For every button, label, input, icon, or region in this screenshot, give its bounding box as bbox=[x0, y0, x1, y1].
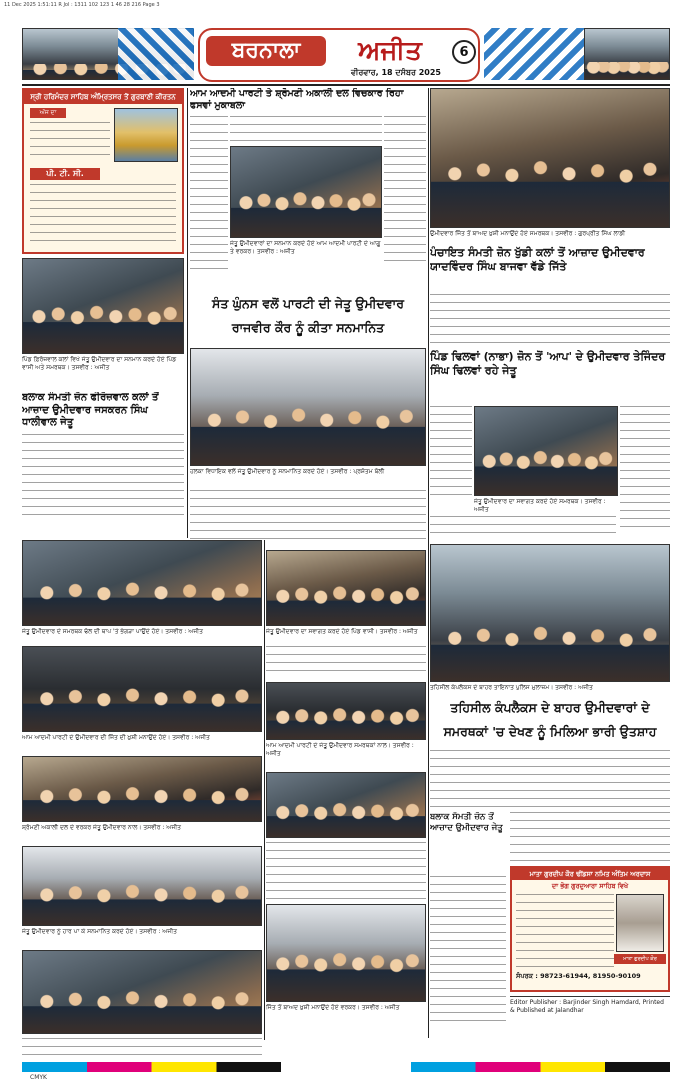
left-lower-caption-1: ਜੇਤੂ ਉਮੀਦਵਾਰ ਦੇ ਸਮਰਥਕ ਢੋਲ ਦੀ ਥਾਪ 'ਤੇ ਭੰਗੜਾ ਪਾਉਂਦੇ ਹੋਏ। ਤਸਵੀਰ : ਅਜੀਤ bbox=[22, 628, 203, 635]
left-lower-photo-1 bbox=[22, 540, 262, 626]
left-photo-1-caption: ਪਿੰਡ ਫ਼ਿਰੋਜ਼ਵਾਲ ਕਲਾਂ ਵਿਖੇ ਜੇਤੂ ਉਮੀਦਵਾਰ ਦਾ ਸਨਮਾਨ ਕਰਦੇ ਹੋਏ ਪਿੰਡ ਵਾਸੀ ਅਤੇ ਸਮਰਥਕ। ਤਸਵੀਰ : ਅਜੀਤ bbox=[22, 356, 177, 371]
center-lower-photo-3 bbox=[266, 772, 426, 838]
dateline: ਵੀਰਵਾਰ, 18 ਦਸੰਬਰ 2025 bbox=[350, 68, 441, 77]
center-story-caption: ਹਲਕਾ ਵਿਧਾਇਕ ਵਲੋਂ ਜੇਤੂ ਉਮੀਦਵਾਰ ਨੂੰ ਸਨਮਾਨਿਤ ਕਰਦੇ ਹੋਏ। ਤਸਵੀਰ : ਪ੍ਰਸ਼ੋਤਮ ਬੱਲੀ bbox=[190, 468, 385, 475]
gurbani-text bbox=[30, 122, 110, 162]
masthead-title-right: ਅਜੀਤ bbox=[358, 36, 422, 66]
right-middle-body-right bbox=[620, 406, 670, 534]
top-center-photo-caption: ਜੇਤੂ ਉਮੀਦਵਾਰਾਂ ਦਾ ਸਨਮਾਨ ਕਰਦੇ ਹੋਏ ਆਮ ਆਦਮੀ ਪਾਰਟੀ ਦੇ ਆਗੂ ਤੇ ਵਰਕਰ। ਤਸਵੀਰ : ਅਜੀਤ bbox=[230, 240, 381, 255]
center-lower-caption-1: ਜੇਤੂ ਉਮੀਦਵਾਰ ਦਾ ਸਵਾਗਤ ਕਰਦੇ ਹੋਏ ਪਿੰਡ ਵਾਸੀ। ਤਸਵੀਰ : ਅਜੀਤ bbox=[266, 628, 418, 635]
column-rule-2 bbox=[428, 88, 429, 1038]
left-lower-photo-4 bbox=[22, 846, 262, 926]
obituary-box bbox=[510, 866, 670, 992]
print-slug: 11 Dec 2025 1:51:11 R Jol : 1311 102 123 1 46 28 216 Page 3 bbox=[4, 2, 160, 8]
center-story-headline-2: ਰਾਜਵੀਰ ਕੌਰ ਨੂੰ ਕੀਤਾ ਸਨਮਾਨਿਤ bbox=[231, 320, 385, 335]
column-rule-1 bbox=[187, 88, 188, 538]
obituary-text bbox=[516, 894, 614, 968]
top-center-headline: ਆਮ ਆਦਮੀ ਪਾਰਟੀ ਤੇ ਸ਼੍ਰੋਮਣੀ ਅਕਾਲੀ ਦਲ ਵਿਚਕਾਰ ਰਿਹਾ ਫਸਵਾਂ ਮੁਕਾਬਲਾ bbox=[190, 88, 404, 111]
ptc-label: ਪੀ. ਟੀ. ਸੀ. bbox=[30, 168, 100, 180]
center-lower-body-1 bbox=[266, 646, 426, 678]
column-rule-3 bbox=[264, 540, 265, 1040]
center-lower-photo-1 bbox=[266, 550, 426, 626]
top-center-body-1 bbox=[190, 116, 228, 274]
top-center-body-2 bbox=[230, 116, 382, 144]
color-registration-bar bbox=[22, 1062, 670, 1072]
center-lower-photo-2 bbox=[266, 682, 426, 740]
masthead-title-left: ਬਰਨਾਲਾ bbox=[206, 36, 326, 66]
right-top-photo bbox=[430, 88, 670, 228]
gurbani-badge: ਅੱਜ ਦਾ bbox=[30, 108, 66, 118]
right-top-headline: ਪੰਚਾਇਤ ਸੰਮਤੀ ਜ਼ੋਨ ਖੁੱਡੀ ਕਲਾਂ ਤੋਂ ਆਜ਼ਾਦ ਉਮੀਦਵਾਰ ਯਾਦਵਿੰਦਰ ਸਿੰਘ ਬਾਜਵਾ ਵੱਡੇ ਜਿੱਤੇ bbox=[430, 246, 645, 273]
left-photo-1 bbox=[22, 258, 184, 354]
center-story-photo bbox=[190, 348, 426, 466]
left-lower-caption-5 bbox=[22, 1038, 262, 1056]
right-middle-body-left bbox=[430, 406, 472, 502]
left-article-headline: ਬਲਾਕ ਸੰਮਤੀ ਜ਼ੋਨ ਫੀਰੋਜ਼ਵਾਲ ਕਲਾਂ ਤੋਂ ਆਜ਼ਾਦ ਉਮੀਦਵਾਰ ਜਸਕਰਨ ਸਿੰਘ ਧਾਲੀਵਾਲ ਜੇਤੂ bbox=[22, 392, 159, 428]
left-lower-caption-3: ਸ਼੍ਰੋਮਣੀ ਅਕਾਲੀ ਦਲ ਦੇ ਵਰਕਰ ਜੇਤੂ ਉਮੀਦਵਾਰ ਨਾਲ। ਤਸਵੀਰ : ਅਜੀਤ bbox=[22, 824, 182, 831]
left-lower-caption-4: ਜੇਤੂ ਉਮੀਦਵਾਰ ਨੂੰ ਹਾਰ ਪਾ ਕੇ ਸਨਮਾਨਿਤ ਕਰਦੇ ਹੋਏ। ਤਸਵੀਰ : ਅਜੀਤ bbox=[22, 928, 177, 935]
masthead bbox=[198, 28, 480, 82]
publisher-footer-note: Editor Publisher : Barjinder Singh Hamdard, Printed & Published at Jalandhar bbox=[510, 996, 670, 1030]
obituary-subtitle: ਦਾ ਭੋਗ ਗੁਰਦੁਆਰਾ ਸਾਹਿਬ ਵਿਖੇ bbox=[551, 882, 629, 890]
right-middle-photo bbox=[474, 406, 618, 496]
center-story-headline-1: ਸੰਤ ਘੁੰਨਸ ਵਲੋਂ ਪਾਰਟੀ ਦੀ ਜੇਤੂ ਉਮੀਦਵਾਰ bbox=[212, 296, 404, 311]
left-lower-photo-2 bbox=[22, 646, 262, 732]
right-lower-body bbox=[430, 750, 670, 808]
right-middle-headline: ਪਿੰਡ ਢਿਲਵਾਂ (ਨਾਭਾ) ਜ਼ੋਨ ਤੋਂ 'ਆਪ' ਦੇ ਉਮੀਦਵਾਰ ਤੇਜਿੰਦਰ ਸਿੰਘ ਢਿਲਵਾਂ ਰਹੇ ਜੇਤੂ bbox=[430, 350, 666, 377]
golden-temple-photo bbox=[114, 108, 178, 162]
center-lower-caption-3: ਜਿੱਤ ਤੋਂ ਬਾਅਦ ਖ਼ੁਸ਼ੀ ਮਨਾਉਂਦੇ ਹੋਏ ਵਰਕਰ। ਤਸਵੀਰ : ਅਜੀਤ bbox=[266, 1004, 400, 1011]
color-bar-label: CMYK bbox=[30, 1074, 47, 1081]
left-lower-photo-5 bbox=[22, 950, 262, 1034]
right-lower-caption: ਤਹਿਸੀਲ ਕੰਪਲੈਕਸ ਦੇ ਬਾਹਰ ਤਾਇਨਾਤ ਪੁਲਿਸ ਮੁਲਾਜ਼ਮ। ਤਸਵੀਰ : ਅਜੀਤ bbox=[430, 684, 593, 691]
left-article-body bbox=[22, 434, 184, 518]
right-top-caption: ਉਮੀਦਵਾਰ ਜਿੱਤ ਤੋਂ ਬਾਅਦ ਖ਼ੁਸ਼ੀ ਮਨਾਉਂਦੇ ਹੋਏ ਸਮਰਥਕ। ਤਸਵੀਰ : ਗੁਰਪ੍ਰੀਤ ਸਿੰਘ ਲਾਡੀ bbox=[430, 230, 626, 237]
header-left-pattern bbox=[118, 28, 194, 80]
right-bottom-body-right bbox=[510, 812, 670, 864]
header-rule bbox=[22, 84, 670, 86]
gurbani-box bbox=[22, 88, 184, 254]
center-story-body bbox=[190, 490, 426, 546]
header-right-photo bbox=[584, 28, 670, 80]
gurbani-body bbox=[30, 184, 176, 248]
obituary-title: ਮਾਤਾ ਗੁਰਦੀਪ ਕੌਰ ਢੀਂਡਸਾ ਨਮਿਤ ਅੰਤਿਮ ਅਰਦਾਸ bbox=[512, 868, 668, 880]
center-lower-photo-4 bbox=[266, 904, 426, 1002]
obituary-photo-label: ਮਾਤਾ ਗੁਰਦੀਪ ਕੌਰ bbox=[614, 954, 666, 964]
right-top-body bbox=[430, 294, 670, 346]
top-center-photo bbox=[230, 146, 382, 238]
right-middle-caption: ਜੇਤੂ ਉਮੀਦਵਾਰ ਦਾ ਸਵਾਗਤ ਕਰਦੇ ਹੋਏ ਸਮਰਥਕ। ਤਸਵੀਰ : ਅਜੀਤ bbox=[474, 498, 606, 513]
gurbani-header: ਸ੍ਰੀ ਹਰਿਮੰਦਰ ਸਾਹਿਬ ਅੰਮ੍ਰਿਤਸਰ ਤੋਂ ਗੁਰਬਾਣੀ ਕੀਰਤਨ bbox=[24, 90, 182, 104]
right-middle-body-bottom bbox=[430, 516, 616, 540]
right-lower-headline-1: ਤਹਿਸੀਲ ਕੰਪਲੈਕਸ ਦੇ ਬਾਹਰ ਉਮੀਦਵਾਰਾਂ ਦੇ bbox=[450, 700, 650, 715]
right-lower-photo bbox=[430, 544, 670, 682]
left-lower-photo-3 bbox=[22, 756, 262, 822]
center-lower-caption-2: ਆਮ ਆਦਮੀ ਪਾਰਟੀ ਦੇ ਜੇਤੂ ਉਮੀਦਵਾਰ ਸਮਰਥਕਾਂ ਨਾਲ। ਤਸਵੀਰ : ਅਜੀਤ bbox=[266, 742, 414, 757]
right-bottom-body-left bbox=[430, 876, 506, 1026]
top-center-body-3 bbox=[384, 116, 426, 266]
obituary-photo bbox=[616, 894, 664, 952]
left-lower-caption-2: ਆਮ ਆਦਮੀ ਪਾਰਟੀ ਦੇ ਉਮੀਦਵਾਰ ਦੀ ਜਿੱਤ ਦੀ ਖ਼ੁਸ਼ੀ ਮਨਾਉਂਦੇ ਹੋਏ। ਤਸਵੀਰ : ਅਜੀਤ bbox=[22, 734, 210, 741]
right-bottom-side-headline: ਬਲਾਕ ਸੰਮਤੀ ਜ਼ੋਨ ਤੋਂ ਆਜ਼ਾਦ ਉਮੀਦਵਾਰ ਜੇਤੂ bbox=[430, 812, 503, 833]
right-lower-headline-2: ਸਮਰਥਕਾਂ 'ਚ ਦੇਖਣ ਨੂੰ ਮਿਲਿਆ ਭਾਰੀ ਉਤਸ਼ਾਹ bbox=[443, 724, 657, 739]
obituary-contact: ਸੰਪਰਕ : 98723-61944, 81950-90109 bbox=[516, 972, 641, 980]
header-right-pattern bbox=[484, 28, 584, 80]
page-number: 6 bbox=[452, 40, 476, 64]
center-lower-body-2 bbox=[266, 842, 426, 900]
